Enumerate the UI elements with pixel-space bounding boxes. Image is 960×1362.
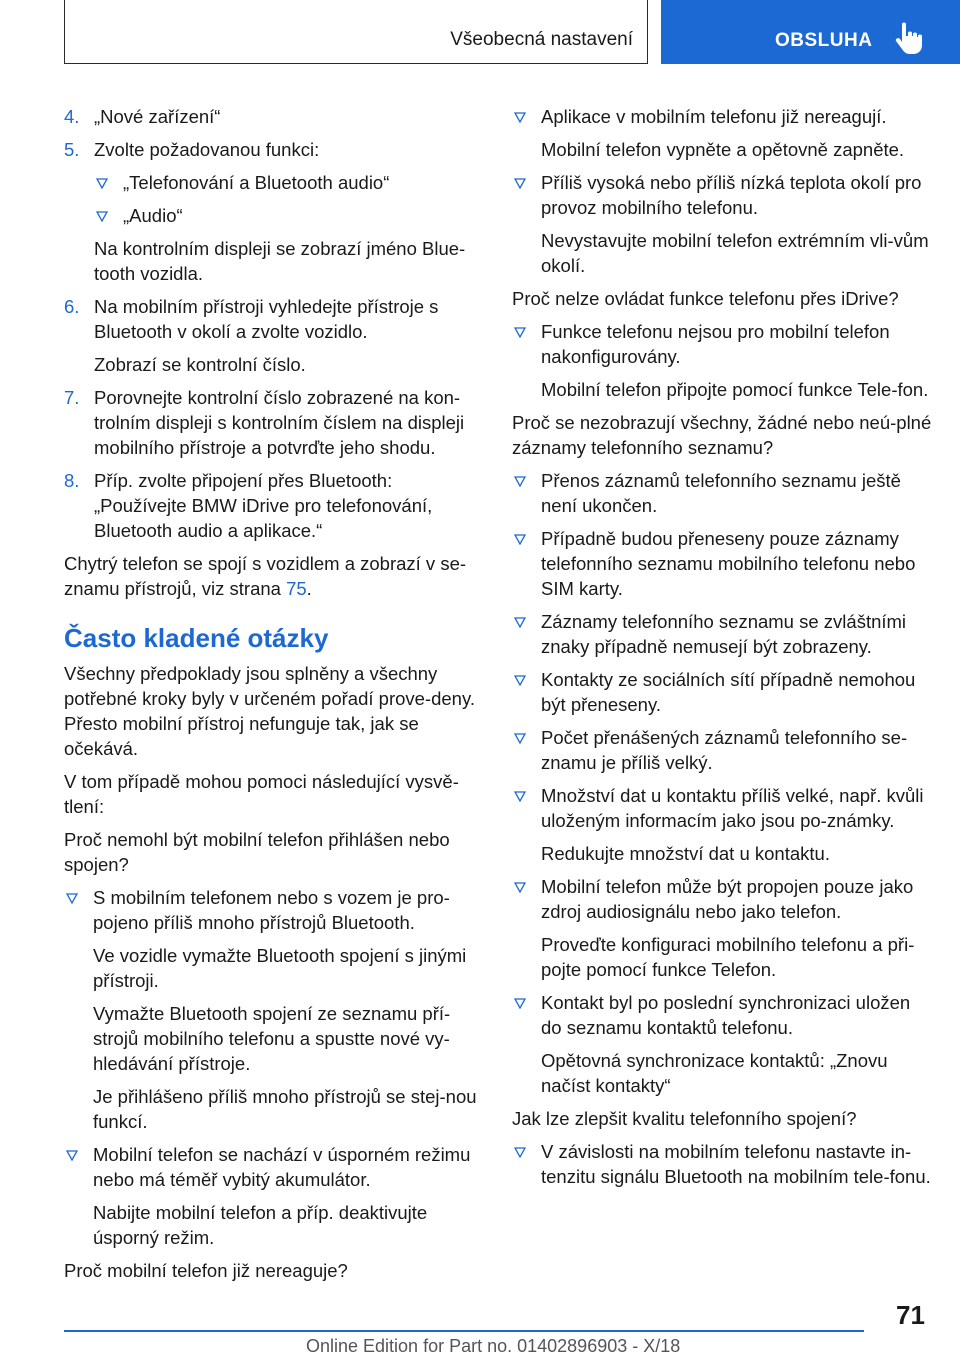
- answer-item: [512, 667, 932, 717]
- chapter-badge: OBSLUHA: [775, 30, 873, 51]
- triangle-bullet-icon: [94, 170, 123, 195]
- answer-text: Funkce telefonu nejsou pro mobilní telefon nakonfigurovány.: [541, 321, 890, 367]
- triangle-bullet-icon: [64, 885, 93, 1134]
- triangle-bullet-icon: [512, 609, 541, 659]
- answer-item: [64, 1142, 482, 1250]
- answer-text: Případně budou přeneseny pouze záznamy telefonního seznamu mobilního telefonu nebo SIM karty.: [541, 528, 916, 599]
- answer-item: [512, 874, 932, 982]
- section-title: Všeobecná nastavení: [450, 29, 633, 50]
- step-5: [64, 137, 482, 286]
- step-text: Příp. zvolte připojení přes Bluetooth: „Používejte BMW iDrive pro telefonování, Bluetooth audio a aplikace.“: [94, 470, 433, 541]
- triangle-bullet-icon: [512, 170, 541, 278]
- triangle-bullet-icon: [512, 104, 541, 162]
- answer-note: Nevystavujte mobilní telefon extrémním vli‐vům okolí.: [541, 230, 929, 276]
- triangle-bullet-icon: [512, 468, 541, 518]
- answer-text: S mobilním telefonem nebo s vozem je pro‐pojeno příliš mnoho přístrojů Bluetooth.: [93, 887, 450, 933]
- step-number: 6.: [64, 296, 80, 317]
- answer-note: Je přihlášeno příliš mnoho přístrojů se stej‐nou funkcí.: [93, 1086, 477, 1132]
- answer-text: Kontakty ze sociálních sítí případně nemohou být přeneseny.: [541, 669, 916, 715]
- answer-text: Mobilní telefon se nachází v úsporném režimu nebo má téměř vybitý akumulátor.: [93, 1144, 471, 1190]
- answer-note: Nabijte mobilní telefon a příp. deaktivujte úsporný režim.: [93, 1202, 428, 1248]
- answer-item: [64, 885, 482, 1134]
- answer-text: Záznamy telefonního seznamu se zvláštními znaky případně nemusejí být zobrazeny.: [541, 611, 907, 657]
- triangle-bullet-icon: [512, 990, 541, 1098]
- triangle-bullet-icon: [512, 319, 541, 402]
- left-column: [64, 104, 482, 1291]
- option-text: „Audio“: [123, 205, 183, 226]
- answer-note: Mobilní telefon vypněte a opětovně zapněte.: [541, 139, 905, 160]
- question: Proč nemohl být mobilní telefon přihlášen nebo spojen?: [64, 829, 450, 875]
- faq-heading: Často kladené otázky: [64, 623, 329, 653]
- answer-item: [512, 783, 932, 866]
- triangle-bullet-icon: [512, 667, 541, 717]
- option-item: [94, 170, 482, 195]
- paragraph-text: Chytrý telefon se spojí s vozidlem a zobrazí v se‐znamu přístrojů, viz strana: [64, 553, 467, 599]
- step-4: [64, 104, 482, 129]
- page-number: 71: [896, 1300, 925, 1330]
- step-text: Na mobilním přístroji vyhledejte přístroje s Bluetooth v okolí a zvolte vozidlo.: [94, 296, 439, 342]
- step-number: 8.: [64, 470, 80, 491]
- question: Proč se nezobrazují všechny, žádné nebo neú‐plné záznamy telefonního seznamu?: [512, 412, 932, 458]
- answer-note: Vymažte Bluetooth spojení ze seznamu pří‐strojů mobilního telefonu a spustte nové vy‐hledávání přístroje.: [93, 1003, 451, 1074]
- step-text: Porovnejte kontrolní číslo zobrazené na kon‐trolním displeji s kontrolním číslem na displeji mobilního přístroje a potvrďte jeho shodu.: [94, 387, 465, 458]
- answer-item: [512, 170, 932, 278]
- answer-text: Počet přenášených záznamů telefonního se‐znamu je příliš velký.: [541, 727, 908, 773]
- step-number: 4.: [64, 106, 80, 127]
- answer-note: Ve vozidle vymažte Bluetooth spojení s jinými přístroji.: [93, 945, 467, 991]
- faq-intro-2: V tom případě mohou pomoci následující vysvě‐tlení:: [64, 771, 459, 817]
- answer-text: Kontakt byl po poslední synchronizaci uložen do seznamu kontaktů telefonu.: [541, 992, 911, 1038]
- answer-note: Proveďte konfiguraci mobilního telefonu a při‐pojte pomocí funkce Telefon.: [541, 934, 915, 980]
- hand-pointer-icon: [893, 22, 923, 54]
- faq-intro: Všechny předpoklady jsou splněny a všechny potřebné kroky byly v určeném pořadí prove‐deny. Přesto mobilní přístroj nefunguje tak, jak se očekává.: [64, 663, 475, 759]
- step-number: 7.: [64, 387, 80, 408]
- answer-text: Aplikace v mobilním telefonu již nereagují.: [541, 106, 887, 127]
- paragraph-end: .: [306, 578, 312, 599]
- answer-item: [512, 725, 932, 775]
- answer-text: Množství dat u kontaktu příliš velké, např. kvůli uloženým informacím jako jsou po‐známky.: [541, 785, 924, 831]
- step-6: [64, 294, 482, 377]
- question: Proč mobilní telefon již nereaguje?: [64, 1260, 348, 1281]
- question: Proč nelze ovládat funkce telefonu přes iDrive?: [512, 288, 899, 309]
- triangle-bullet-icon: [512, 874, 541, 982]
- triangle-bullet-icon: [512, 526, 541, 601]
- step-note: Na kontrolním displeji se zobrazí jméno Blue‐tooth vozidla.: [94, 238, 466, 284]
- step-text: „Nové zařízení“: [94, 106, 221, 127]
- header-section-box: [64, 0, 648, 64]
- step-number: 5.: [64, 139, 80, 160]
- step-7: [64, 385, 482, 460]
- answer-item: [512, 104, 932, 162]
- step-note: Zobrazí se kontrolní číslo.: [94, 354, 306, 375]
- edition-text: Online Edition for Part no. 01402896903 - X/18: [306, 1336, 681, 1356]
- answer-item: [512, 1139, 932, 1189]
- right-column: [512, 104, 932, 1197]
- answer-text: Příliš vysoká nebo příliš nízká teplota okolí pro provoz mobilního telefonu.: [541, 172, 922, 218]
- answer-text: Přenos záznamů telefonního seznamu ještě není ukončen.: [541, 470, 901, 516]
- step-text: Zvolte požadovanou funkci:: [94, 139, 320, 160]
- step-8: [64, 468, 482, 543]
- paragraph: [64, 551, 482, 601]
- triangle-bullet-icon: [64, 1142, 93, 1250]
- answer-text: Mobilní telefon může být propojen pouze jako zdroj audiosignálu nebo jako telefon.: [541, 876, 914, 922]
- answer-item: [512, 990, 932, 1098]
- footer-divider: [64, 1330, 864, 1332]
- answer-note: Mobilní telefon připojte pomocí funkce Tele‐fon.: [541, 379, 929, 400]
- answer-item: [512, 319, 932, 402]
- answer-note: Opětovná synchronizace kontaktů: „Znovu načíst kontakty“: [541, 1050, 888, 1096]
- answer-item: [512, 609, 932, 659]
- question: Jak lze zlepšit kvalitu telefonního spojení?: [512, 1108, 857, 1129]
- triangle-bullet-icon: [512, 783, 541, 866]
- answer-item: [512, 468, 932, 518]
- page-link[interactable]: 75: [286, 578, 307, 599]
- option-text: „Telefonování a Bluetooth audio“: [123, 172, 390, 193]
- answer-item: [512, 526, 932, 601]
- triangle-bullet-icon: [94, 203, 123, 228]
- answer-note: Redukujte množství dat u kontaktu.: [541, 843, 830, 864]
- answer-text: V závislosti na mobilním telefonu nastavte in‐tenzitu signálu Bluetooth na mobilním tele‐fonu.: [541, 1141, 931, 1187]
- triangle-bullet-icon: [512, 1139, 541, 1189]
- triangle-bullet-icon: [512, 725, 541, 775]
- option-item: [94, 203, 482, 228]
